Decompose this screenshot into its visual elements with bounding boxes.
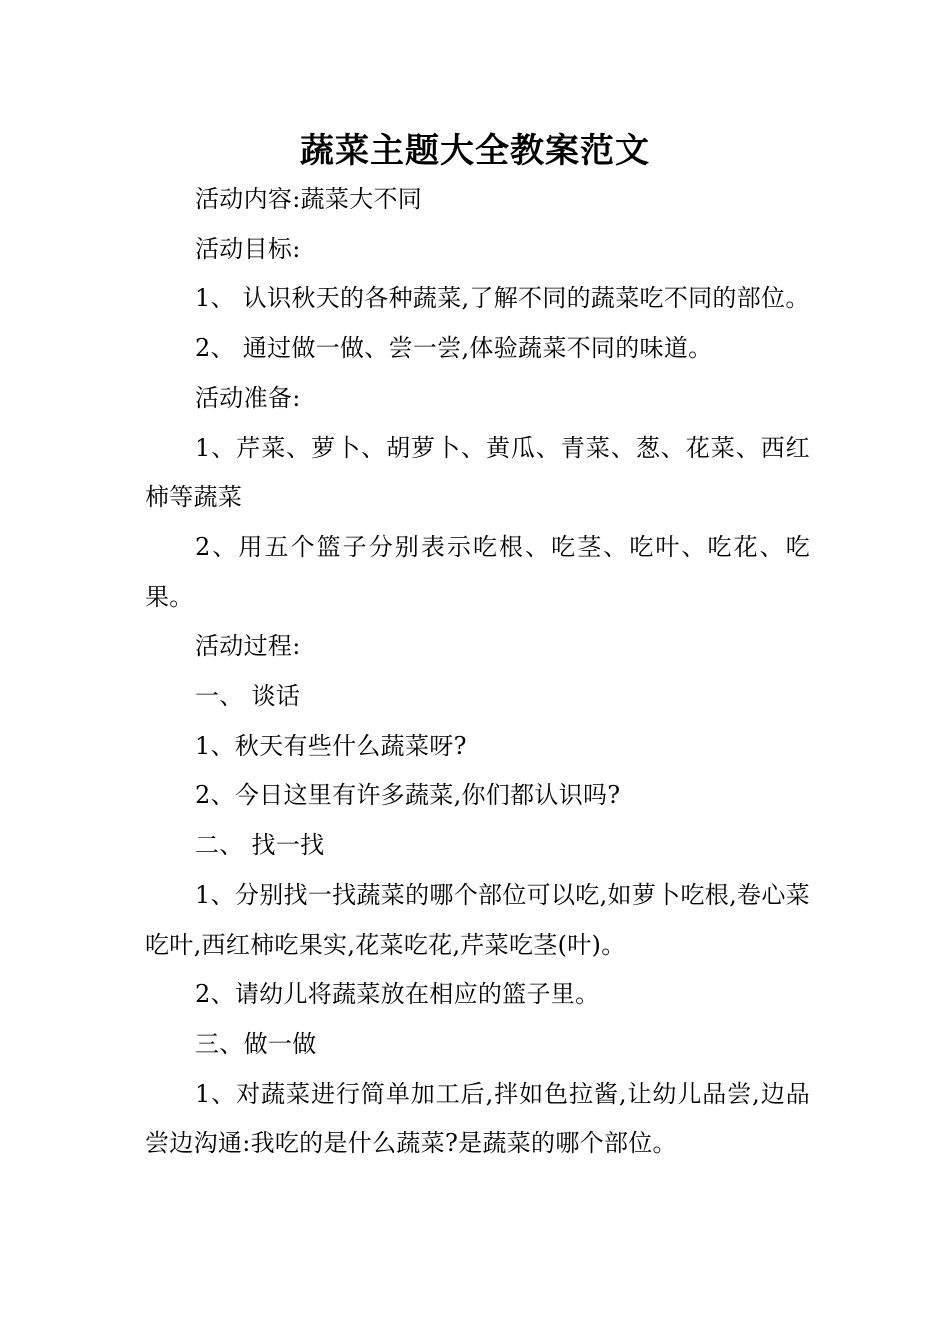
paragraph-section-2-item-1: 1、分别找一找蔬菜的哪个部位可以吃,如萝卜吃根,卷心菜吃叶,西红柿吃果实,花菜吃花,芹菜吃茎(叶)。 — [145, 880, 810, 959]
paragraph-section-1-item-1: 1、秋天有些什么蔬菜呀? — [195, 731, 467, 760]
paragraph-section-1-item-2: 2、今日这里有许多蔬菜,你们都认识吗? — [195, 781, 621, 810]
paragraph-section-1-heading: 一、 谈话 — [195, 682, 301, 711]
paragraph-section-2-heading: 二、 找一找 — [195, 831, 325, 860]
paragraph-process-heading: 活动过程: — [195, 632, 301, 661]
document-title: 蔬菜主题大全教案范文 — [300, 131, 650, 171]
document-body — [145, 175, 810, 1169]
paragraph-preparation-2: 2、用五个篮子分别表示吃根、吃茎、吃叶、吃花、吃果。 — [145, 532, 810, 611]
paragraph-preparation-heading: 活动准备: — [195, 383, 301, 412]
paragraph-goal-2: 2、 通过做一做、尝一尝,体验蔬菜不同的味道。 — [195, 334, 713, 363]
paragraph-section-2-item-2: 2、请幼儿将蔬菜放在相应的篮子里。 — [195, 980, 600, 1009]
paragraph-goal-1: 1、 认识秋天的各种蔬菜,了解不同的蔬菜吃不同的部位。 — [195, 284, 810, 313]
paragraph-section-3-item-1: 1、对蔬菜进行简单加工后,拌如色拉酱,让幼儿品尝,边品尝边沟通:我吃的是什么蔬菜?是蔬菜的哪个部位。 — [145, 1079, 810, 1158]
paragraph-preparation-1: 1、芹菜、萝卜、胡萝卜、黄瓜、青菜、葱、花菜、西红柿等蔬菜 — [145, 433, 810, 512]
paragraph-section-3-heading: 三、做一做 — [195, 1029, 317, 1058]
paragraph-activity-content: 活动内容:蔬菜大不同 — [195, 185, 423, 213]
paragraph-activity-goals-heading: 活动目标: — [195, 234, 301, 263]
